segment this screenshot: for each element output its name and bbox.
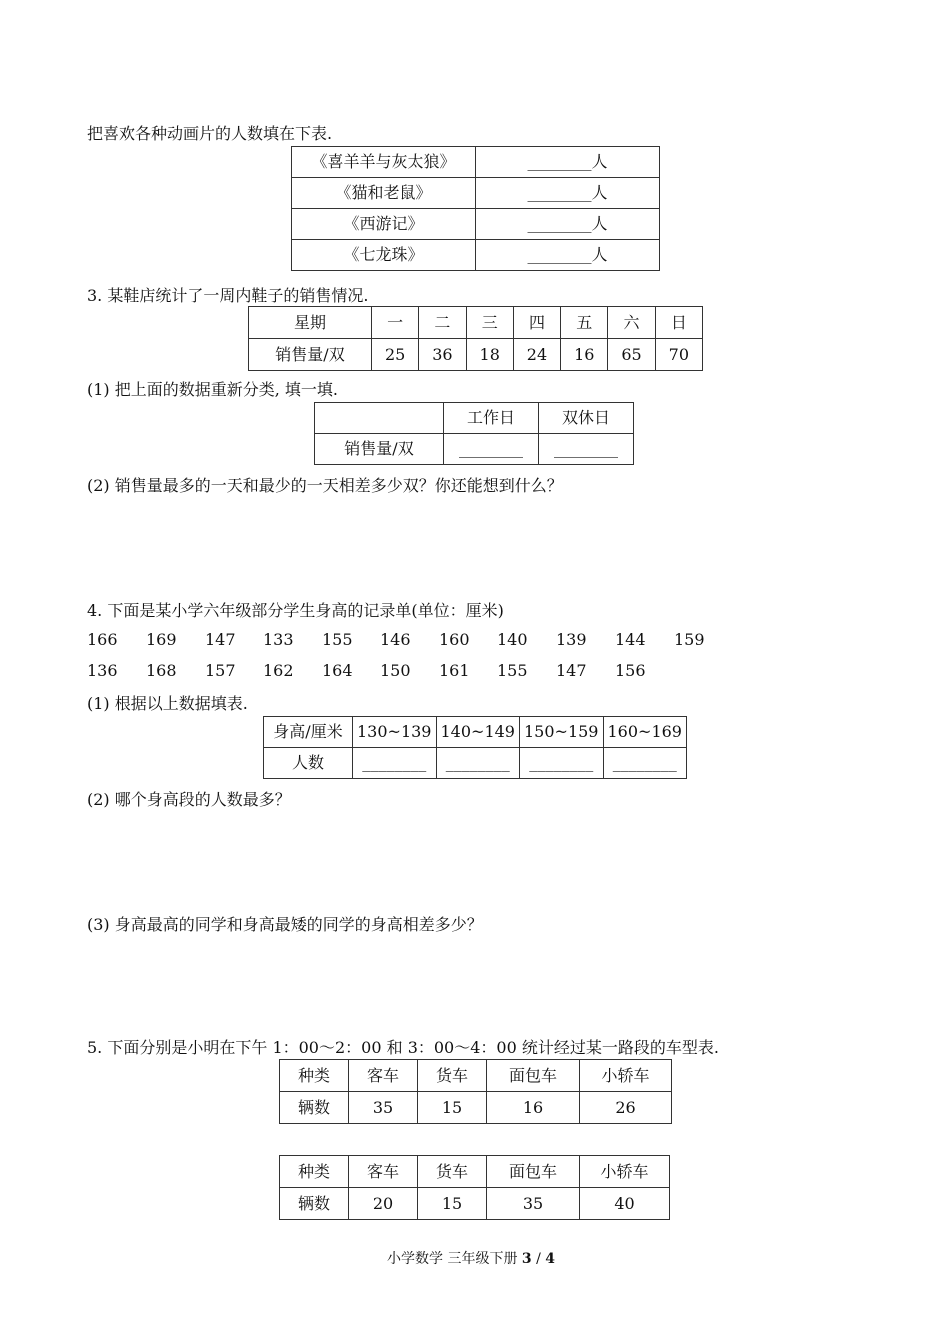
animation-name: 《猫和老鼠》 [292, 178, 476, 209]
range-cell: 140~149 [436, 717, 520, 748]
height-value: 164 [322, 661, 353, 680]
answer-cell[interactable]: ________ [603, 748, 687, 779]
row-label: 销售量/双 [249, 339, 372, 371]
height-value: 161 [439, 661, 470, 680]
table-row [292, 240, 660, 271]
page-footer [387, 1248, 555, 1268]
q4-title: 4. 下面是某小学六年级部分学生身高的记录单(单位：厘米) [87, 601, 504, 620]
height-value: 144 [615, 630, 646, 649]
table-row [280, 1060, 672, 1092]
table-row [292, 178, 660, 209]
answer-cell[interactable] [476, 178, 660, 209]
answer-cell[interactable]: ________ [444, 434, 539, 465]
q3-title: 3. 某鞋店统计了一周内鞋子的销售情况. [87, 286, 369, 305]
count-cell: 20 [349, 1188, 418, 1220]
height-value: 150 [380, 661, 411, 680]
height-value: 166 [87, 630, 118, 649]
height-value: 162 [263, 661, 294, 680]
day-cell: 四 [513, 307, 560, 339]
animation-name: 《西游记》 [292, 209, 476, 240]
count-cell: 15 [418, 1092, 487, 1124]
answer-cell[interactable]: ________ [436, 748, 520, 779]
table-row [280, 1156, 670, 1188]
header-cell: 小轿车 [580, 1060, 672, 1092]
animation-name: 《喜羊羊与灰太狼》 [292, 147, 476, 178]
row-label: 人数 [264, 748, 353, 779]
header-cell: 面包车 [487, 1156, 580, 1188]
empty-cell [315, 403, 444, 434]
q3-sub2: (2) 销售量最多的一天和最少的一天相差多少双？你还能想到什么？ [87, 476, 563, 495]
sales-cell: 25 [372, 339, 419, 371]
day-cell: 三 [466, 307, 513, 339]
blank-line: ________ [527, 245, 592, 264]
count-cell: 15 [418, 1188, 487, 1220]
q5-title: 5. 下面分别是小明在下午 1：00～2：00 和 3：00～4：00 统计经过某一路段的车型表. [87, 1038, 719, 1057]
answer-cell[interactable]: ________ [353, 748, 437, 779]
height-row-1 [87, 630, 787, 650]
count-cell: 26 [580, 1092, 672, 1124]
height-value: 136 [87, 661, 118, 680]
sales-cell: 18 [466, 339, 513, 371]
range-cell: 160~169 [603, 717, 687, 748]
height-row-2 [87, 661, 787, 681]
range-cell: 150~159 [520, 717, 604, 748]
header-cell: 客车 [349, 1060, 418, 1092]
header-cell: 小轿车 [580, 1156, 670, 1188]
unit: 人 [591, 183, 608, 202]
table-row [315, 434, 634, 465]
height-value: 169 [146, 630, 177, 649]
header-cell: 货车 [418, 1156, 487, 1188]
unit: 人 [591, 152, 608, 171]
height-value: 160 [439, 630, 470, 649]
footer-text: 小学数学 三年级下册 [387, 1251, 518, 1267]
height-value: 147 [556, 661, 587, 680]
q4-sub1: (1) 根据以上数据填表. [87, 694, 248, 713]
row-label: 辆数 [280, 1092, 349, 1124]
header-cell: 客车 [349, 1156, 418, 1188]
table-row [264, 717, 687, 748]
height-value: 139 [556, 630, 587, 649]
class-header: 工作日 [444, 403, 539, 434]
count-cell: 16 [487, 1092, 580, 1124]
class-header: 双休日 [539, 403, 634, 434]
day-cell: 一 [372, 307, 419, 339]
answer-cell[interactable] [476, 209, 660, 240]
animation-name: 《七龙珠》 [292, 240, 476, 271]
blank-line: ________ [527, 214, 592, 233]
height-value: 140 [497, 630, 528, 649]
height-value: 133 [263, 630, 294, 649]
answer-cell[interactable]: ________ [539, 434, 634, 465]
answer-cell[interactable] [476, 240, 660, 271]
height-value: 155 [322, 630, 353, 649]
blank-line: ________ [527, 152, 592, 171]
answer-cell[interactable] [476, 147, 660, 178]
table-row [292, 147, 660, 178]
page-total: 4 [545, 1251, 556, 1267]
height-value: 147 [205, 630, 236, 649]
table-row [280, 1092, 672, 1124]
table-row [249, 307, 703, 339]
table-row [292, 209, 660, 240]
vehicle-table-1 [279, 1059, 672, 1124]
q4-sub3: (3) 身高最高的同学和身高最矮的同学的身高相差多少？ [87, 915, 483, 934]
range-cell: 130~139 [353, 717, 437, 748]
q2-intro: 把喜欢各种动画片的人数填在下表. [87, 124, 333, 143]
sales-cell: 36 [419, 339, 466, 371]
row-label: 辆数 [280, 1188, 349, 1220]
sales-cell: 65 [608, 339, 655, 371]
page-separator: / [536, 1251, 541, 1267]
height-value: 168 [146, 661, 177, 680]
day-cell: 二 [419, 307, 466, 339]
count-cell: 35 [487, 1188, 580, 1220]
height-value: 159 [674, 630, 705, 649]
count-cell: 40 [580, 1188, 670, 1220]
q4-sub2: (2) 哪个身高段的人数最多？ [87, 790, 291, 809]
header-cell: 面包车 [487, 1060, 580, 1092]
blank-line: ________ [527, 183, 592, 202]
table-row [264, 748, 687, 779]
height-value: 157 [205, 661, 236, 680]
day-cell: 日 [655, 307, 702, 339]
shoe-sales-table [248, 306, 703, 371]
header-cell: 种类 [280, 1156, 349, 1188]
header-label: 星期 [249, 307, 372, 339]
day-cell: 五 [561, 307, 608, 339]
vehicle-table-2 [279, 1155, 670, 1220]
header-cell: 货车 [418, 1060, 487, 1092]
row-label: 销售量/双 [315, 434, 444, 465]
height-value: 156 [615, 661, 646, 680]
count-cell: 35 [349, 1092, 418, 1124]
answer-cell[interactable]: ________ [520, 748, 604, 779]
unit: 人 [591, 214, 608, 233]
header-label: 身高/厘米 [264, 717, 353, 748]
header-cell: 种类 [280, 1060, 349, 1092]
sales-cell: 70 [655, 339, 702, 371]
height-value: 146 [380, 630, 411, 649]
sales-cell: 16 [561, 339, 608, 371]
table-row [315, 403, 634, 434]
sales-cell: 24 [513, 339, 560, 371]
q3-sub1: (1) 把上面的数据重新分类, 填一填. [87, 380, 339, 399]
table-row [249, 339, 703, 371]
height-table [263, 716, 687, 779]
unit: 人 [591, 245, 608, 264]
table-row [280, 1188, 670, 1220]
day-cell: 六 [608, 307, 655, 339]
classify-table [314, 402, 634, 465]
height-value: 155 [497, 661, 528, 680]
animation-table [291, 146, 660, 271]
page-number: 3 [521, 1251, 532, 1267]
